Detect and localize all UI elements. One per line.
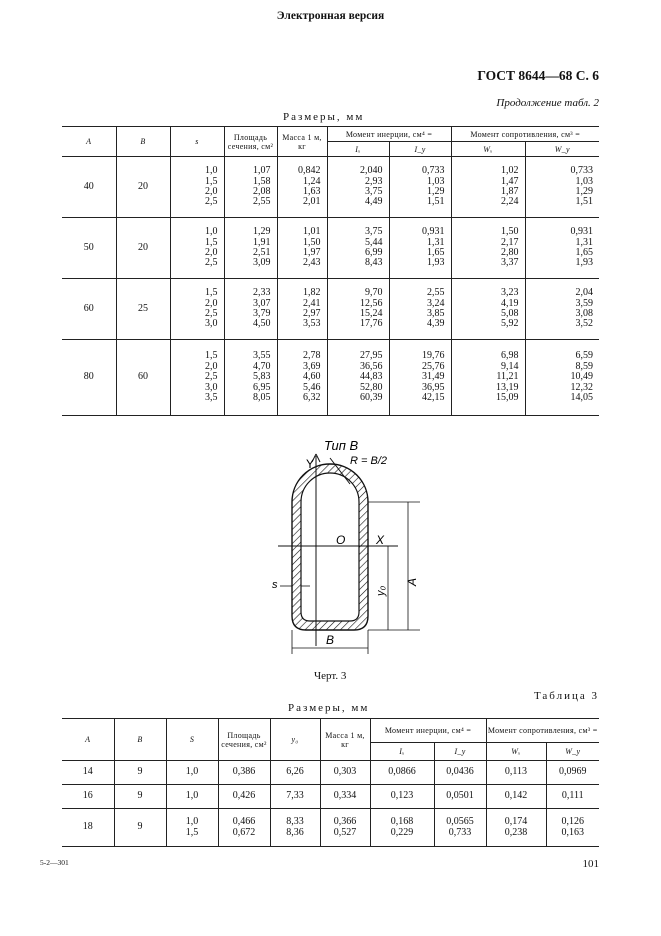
cell-wy bbox=[525, 157, 599, 218]
y0-label: y₀ bbox=[375, 585, 387, 596]
cell-wy-value: 0,931 bbox=[570, 226, 593, 238]
cell-wy-value: 6,59 bbox=[575, 350, 593, 362]
cell-wx-value: 4,19 bbox=[501, 297, 519, 309]
cell-area-value: 2,51 bbox=[253, 247, 271, 258]
cell-ix bbox=[327, 340, 389, 416]
cell-mass-value: 2,78 bbox=[303, 350, 321, 362]
cell-s-value: 2,0 bbox=[205, 360, 218, 372]
cell-mass-value: 0,303 bbox=[333, 766, 357, 778]
cell-wy bbox=[525, 340, 599, 416]
cell-wx-value: 1,50 bbox=[501, 226, 519, 238]
cell-wy-value: 8,59 bbox=[575, 360, 593, 372]
cell-ix-value: 2,040 bbox=[360, 165, 383, 177]
cell-wx bbox=[486, 809, 546, 847]
cell-area-value: 1,29 bbox=[253, 226, 271, 238]
cell-mass-value: 4,60 bbox=[303, 371, 321, 383]
cell-ix-value: 0,123 bbox=[390, 790, 414, 802]
cell-ix bbox=[327, 279, 389, 340]
cell-ix bbox=[370, 809, 434, 847]
cell-wx-value: 0,142 bbox=[504, 790, 528, 802]
cell-iy-value: 0,0501 bbox=[446, 790, 474, 802]
cell-iy-value: 0,931 bbox=[422, 226, 445, 238]
cell-mass-value: 2,97 bbox=[303, 308, 321, 319]
cell-area bbox=[224, 279, 277, 340]
standard-number: ГОСТ 8644—68 С. 6 bbox=[477, 68, 599, 83]
page-number: 101 bbox=[582, 858, 599, 870]
cell-mass-value: 1,63 bbox=[303, 186, 321, 197]
table-row bbox=[62, 785, 599, 809]
cell-s bbox=[166, 785, 218, 809]
cell-wy-value: 1,65 bbox=[575, 247, 593, 258]
cell-wy-value: 0,733 bbox=[570, 165, 593, 177]
t3-header-iy: I_y bbox=[434, 743, 486, 761]
cell-wx-value: 0,174 bbox=[504, 816, 528, 828]
cell-wx-value: 5,08 bbox=[501, 308, 519, 319]
cell-wx-value: 0,238 bbox=[504, 826, 528, 838]
table-row bbox=[62, 761, 599, 785]
drawing-caption: Черт. 3 bbox=[314, 670, 347, 682]
cell-ix bbox=[327, 218, 389, 279]
cell-iy-value: 19,76 bbox=[422, 350, 445, 362]
cell-area-value: 4,50 bbox=[253, 318, 271, 330]
cell-ix-value: 9,70 bbox=[365, 287, 383, 299]
cell-s-value: 2,5 bbox=[205, 371, 218, 383]
cell-mass-value: 3,53 bbox=[303, 318, 321, 330]
t3-header-wy: W_y bbox=[546, 743, 599, 761]
cell-mass bbox=[277, 279, 327, 340]
cell-iy-value: 42,15 bbox=[422, 392, 445, 404]
cell-iy bbox=[389, 157, 451, 218]
cell-iy bbox=[434, 809, 486, 847]
t3-header-area: Площадь сечения, см² bbox=[218, 719, 270, 761]
cell-wx-value: 11,21 bbox=[496, 371, 519, 383]
cell-ix-value: 6,99 bbox=[365, 247, 383, 258]
cell-mass bbox=[277, 218, 327, 279]
cell-wx-value: 1,02 bbox=[501, 165, 519, 177]
cell-a: 16 bbox=[82, 790, 93, 802]
header-a: A bbox=[86, 137, 92, 146]
cell-a: 60 bbox=[83, 302, 94, 314]
cell-s-value: 2,0 bbox=[205, 186, 218, 197]
cell-wx bbox=[451, 157, 525, 218]
cell-ix-value: 3,75 bbox=[365, 226, 383, 238]
header-ix: Iₓ bbox=[327, 142, 389, 157]
cell-wy-value: 2,04 bbox=[575, 287, 593, 299]
cell-ix bbox=[370, 785, 434, 809]
cell-area-value: 3,09 bbox=[253, 257, 271, 269]
t3-header-wx: Wₓ bbox=[486, 743, 546, 761]
cell-y0 bbox=[270, 785, 320, 809]
cell-area-value: 2,55 bbox=[253, 196, 271, 208]
cell-area-value: 1,58 bbox=[253, 175, 271, 187]
cell-mass bbox=[320, 785, 370, 809]
profile-wall bbox=[292, 464, 368, 630]
cell-ix-value: 44,83 bbox=[360, 371, 383, 383]
cell-area-value: 0,672 bbox=[232, 826, 256, 838]
cell-wx bbox=[451, 279, 525, 340]
cell-iy-value: 36,95 bbox=[422, 381, 445, 393]
cell-wx bbox=[486, 761, 546, 785]
cell-y0-value: 8,36 bbox=[286, 826, 304, 838]
cell-area bbox=[224, 340, 277, 416]
cell-wy-value: 0,163 bbox=[561, 826, 584, 838]
header-mass: Масса 1 м, кг bbox=[277, 127, 327, 157]
cell-area-value: 6,95 bbox=[253, 381, 271, 393]
cell-area bbox=[224, 218, 277, 279]
cell-iy bbox=[389, 218, 451, 279]
cell-s-value: 1,0 bbox=[185, 766, 199, 778]
t3-header-s: S bbox=[166, 719, 218, 761]
cell-s bbox=[166, 809, 218, 847]
cell-ix-value: 2,93 bbox=[365, 175, 383, 187]
cell-wy-value: 1,31 bbox=[575, 236, 593, 248]
cell-area-value: 4,70 bbox=[253, 360, 271, 372]
cell-b: 20 bbox=[116, 157, 170, 218]
cell-iy bbox=[389, 340, 451, 416]
cell-mass bbox=[320, 809, 370, 847]
cell-iy-value: 1,03 bbox=[427, 175, 445, 187]
cell-wy-value: 0,111 bbox=[561, 790, 584, 802]
table3-body bbox=[62, 761, 599, 847]
cell-mass bbox=[277, 340, 327, 416]
cell-iy-value: 2,55 bbox=[427, 287, 445, 299]
cell-wy-value: 1,93 bbox=[575, 257, 593, 269]
cell-ix-value: 15,24 bbox=[360, 308, 383, 319]
cell-wy-value: 3,08 bbox=[575, 308, 593, 319]
cell-mass-value: 3,69 bbox=[303, 360, 321, 372]
table-row bbox=[62, 340, 599, 416]
cell-mass-value: 1,24 bbox=[303, 175, 321, 187]
cell-mass bbox=[277, 157, 327, 218]
header-s: s bbox=[170, 127, 224, 157]
cell-y0 bbox=[270, 761, 320, 785]
cell-s-value: 1,0 bbox=[185, 816, 199, 828]
profile-drawing bbox=[258, 436, 428, 658]
cell-ix-value: 12,56 bbox=[360, 297, 383, 309]
header-wy: W_y bbox=[525, 142, 599, 157]
table-continuation-note: Продолжение табл. 2 bbox=[496, 97, 599, 109]
cell-wy-value: 14,05 bbox=[570, 392, 593, 404]
cell-wx-value: 2,24 bbox=[501, 196, 519, 208]
cell-wx-value: 2,17 bbox=[501, 236, 519, 248]
cell-wy bbox=[546, 809, 599, 847]
cell-iy-value: 3,24 bbox=[427, 297, 445, 309]
cell-ix-value: 52,80 bbox=[360, 381, 383, 393]
cell-ix-value: 27,95 bbox=[360, 350, 383, 362]
cell-ix-value: 3,75 bbox=[365, 186, 383, 197]
cell-iy-value: 1,31 bbox=[427, 236, 445, 248]
cell-s bbox=[166, 761, 218, 785]
cell-s-value: 2,0 bbox=[205, 297, 218, 309]
cell-s-value: 3,0 bbox=[205, 381, 218, 393]
cell-ix-value: 8,43 bbox=[365, 257, 383, 269]
cell-iy-value: 0,733 bbox=[448, 826, 472, 838]
cell-s-value: 2,5 bbox=[205, 257, 218, 269]
cell-wy bbox=[525, 279, 599, 340]
cell-wy-value: 0,0969 bbox=[559, 766, 587, 778]
cell-b: 25 bbox=[116, 279, 170, 340]
cell-iy bbox=[389, 279, 451, 340]
cell-wx-value: 5,92 bbox=[501, 318, 519, 330]
cell-iy-value: 4,39 bbox=[427, 318, 445, 330]
thickness-label: s bbox=[272, 579, 278, 591]
cell-ix-value: 0,168 bbox=[390, 816, 414, 828]
cell-mass-value: 0,527 bbox=[333, 826, 357, 838]
cell-iy-value: 1,51 bbox=[427, 196, 445, 208]
t3-header-mass: Масса 1 м, кг bbox=[320, 719, 370, 761]
header-moment-inertia: Момент инерции, см⁴ = bbox=[327, 127, 451, 142]
cell-ix-value: 0,0866 bbox=[388, 766, 416, 778]
cell-b: 60 bbox=[116, 340, 170, 416]
cell-wx-value: 3,37 bbox=[501, 257, 519, 269]
table-row bbox=[62, 218, 599, 279]
cell-wy bbox=[546, 761, 599, 785]
header-moment-resistance: Момент сопротивления, см³ = bbox=[451, 127, 599, 142]
cell-ix-value: 17,76 bbox=[360, 318, 383, 330]
cell-wy-value: 3,52 bbox=[575, 318, 593, 330]
cell-wx bbox=[451, 340, 525, 416]
header-b: B bbox=[116, 127, 170, 157]
cell-area-value: 0,466 bbox=[232, 816, 256, 828]
cell-iy-value: 0,733 bbox=[422, 165, 445, 177]
cell-b: 20 bbox=[116, 218, 170, 279]
cell-mass-value: 0,366 bbox=[333, 816, 357, 828]
t3-header-y0: y₀ bbox=[270, 719, 320, 761]
cell-wy-value: 0,126 bbox=[561, 816, 584, 828]
dimensions-table-2 bbox=[62, 126, 599, 416]
cell-mass-value: 1,01 bbox=[303, 226, 321, 238]
cell-s-value: 1,0 bbox=[205, 226, 218, 238]
cell-s-value: 1,5 bbox=[205, 236, 218, 248]
cell-a: 14 bbox=[82, 766, 93, 778]
height-label: A bbox=[405, 577, 419, 586]
cell-s-value: 2,0 bbox=[205, 247, 218, 258]
cell-s bbox=[170, 157, 224, 218]
cell-area-value: 0,386 bbox=[232, 766, 256, 778]
cell-y0 bbox=[270, 809, 320, 847]
cell-a: 80 bbox=[83, 371, 94, 383]
cell-s-value: 1,5 bbox=[205, 175, 218, 187]
cell-area-value: 2,08 bbox=[253, 186, 271, 197]
cell-wy-value: 1,03 bbox=[575, 175, 593, 187]
cell-s-value: 2,5 bbox=[205, 196, 218, 208]
cell-mass-value: 0,842 bbox=[298, 165, 321, 177]
cell-area-value: 0,426 bbox=[232, 790, 256, 802]
cell-area-value: 3,79 bbox=[253, 308, 271, 319]
cell-wx-value: 0,113 bbox=[504, 766, 528, 778]
table2-caption: Размеры, мм bbox=[283, 111, 365, 123]
header-iy: I_y bbox=[389, 142, 451, 157]
cell-area bbox=[224, 157, 277, 218]
cell-wx-value: 1,47 bbox=[501, 175, 519, 187]
cell-s-value: 3,0 bbox=[205, 318, 218, 330]
table3-caption: Размеры, мм bbox=[288, 702, 370, 714]
width-label: B bbox=[326, 633, 335, 647]
cell-s bbox=[170, 218, 224, 279]
table3-title: Таблица 3 bbox=[533, 690, 599, 702]
cell-wy-value: 12,32 bbox=[570, 381, 593, 393]
cell-iy-value: 1,29 bbox=[427, 186, 445, 197]
cell-iy-value: 25,76 bbox=[422, 360, 445, 372]
cell-ix-value: 0,229 bbox=[390, 826, 414, 838]
cell-a: 18 bbox=[82, 821, 93, 833]
cell-wy-value: 1,29 bbox=[575, 186, 593, 197]
cell-y0-value: 6,26 bbox=[286, 766, 304, 778]
cell-area bbox=[218, 761, 270, 785]
cell-iy-value: 1,93 bbox=[427, 257, 445, 269]
header-area: Площадь сечения, см² bbox=[224, 127, 277, 157]
cell-s-value: 1,0 bbox=[185, 790, 199, 802]
cell-iy-value: 3,85 bbox=[427, 308, 445, 319]
header-wx: Wₓ bbox=[451, 142, 525, 157]
cell-wx-value: 6,98 bbox=[501, 350, 519, 362]
cell-area-value: 1,07 bbox=[253, 165, 271, 177]
cell-s-value: 1,5 bbox=[185, 826, 199, 838]
table-row bbox=[62, 157, 599, 218]
cell-a: 50 bbox=[83, 241, 94, 253]
cell-wx-value: 13,19 bbox=[496, 381, 519, 393]
cell-s-value: 3,5 bbox=[205, 392, 218, 404]
cell-ix-value: 4,49 bbox=[365, 196, 383, 208]
cell-wx-value: 9,14 bbox=[501, 360, 519, 372]
cell-ix bbox=[370, 761, 434, 785]
cell-wx bbox=[486, 785, 546, 809]
t3-header-a: A bbox=[85, 735, 91, 744]
cell-area bbox=[218, 785, 270, 809]
cell-y0-value: 7,33 bbox=[286, 790, 304, 802]
cell-s-value: 1,0 bbox=[205, 165, 218, 177]
cell-ix-value: 5,44 bbox=[365, 236, 383, 248]
cell-iy bbox=[434, 785, 486, 809]
cell-s bbox=[170, 279, 224, 340]
table-row bbox=[62, 279, 599, 340]
cell-area-value: 3,07 bbox=[253, 297, 271, 309]
cell-wy bbox=[525, 218, 599, 279]
print-code: 5-2—301 bbox=[40, 858, 69, 867]
cell-mass-value: 1,97 bbox=[303, 247, 321, 258]
cell-wx-value: 1,87 bbox=[501, 186, 519, 197]
cell-wy-value: 10,49 bbox=[570, 371, 593, 383]
cell-iy bbox=[434, 761, 486, 785]
cell-area-value: 2,33 bbox=[253, 287, 271, 299]
cell-b: 9 bbox=[114, 809, 166, 847]
cell-ix bbox=[327, 157, 389, 218]
cell-b: 9 bbox=[114, 785, 166, 809]
type-label: Тип В bbox=[324, 438, 359, 453]
cell-s bbox=[170, 340, 224, 416]
radius-label: R = B/2 bbox=[350, 455, 387, 467]
cell-s-value: 1,5 bbox=[205, 287, 218, 299]
t3-header-moment-inertia: Момент инерции, см⁴ = bbox=[370, 719, 486, 743]
table2-body bbox=[62, 157, 599, 416]
cell-a: 40 bbox=[83, 180, 94, 192]
cell-mass-value: 5,46 bbox=[303, 381, 321, 393]
cell-mass-value: 1,50 bbox=[303, 236, 321, 248]
cell-wy-value: 3,59 bbox=[575, 297, 593, 309]
origin-label: O bbox=[336, 533, 346, 547]
t3-header-moment-resistance: Момент сопротивления, см³ = bbox=[486, 719, 599, 743]
cell-area-value: 1,91 bbox=[253, 236, 271, 248]
cell-ix-value: 36,56 bbox=[360, 360, 383, 372]
cell-ix-value: 60,39 bbox=[360, 392, 383, 404]
cell-mass-value: 2,43 bbox=[303, 257, 321, 269]
cell-iy-value: 0,0436 bbox=[446, 766, 474, 778]
cell-mass-value: 2,41 bbox=[303, 297, 321, 309]
cell-iy-value: 31,49 bbox=[422, 371, 445, 383]
cell-s-value: 2,5 bbox=[205, 308, 218, 319]
cell-wx bbox=[451, 218, 525, 279]
table-row bbox=[62, 809, 599, 847]
dimensions-table-3 bbox=[62, 718, 599, 847]
cell-area-value: 3,55 bbox=[253, 350, 271, 362]
cell-mass-value: 2,01 bbox=[303, 196, 321, 208]
cell-mass bbox=[320, 761, 370, 785]
cell-area-value: 8,05 bbox=[253, 392, 271, 404]
cell-iy-value: 0,0565 bbox=[446, 816, 474, 828]
cell-wx-value: 15,09 bbox=[496, 392, 519, 404]
cell-s-value: 1,5 bbox=[205, 350, 218, 362]
cell-area-value: 5,83 bbox=[253, 371, 271, 383]
cell-wx-value: 2,80 bbox=[501, 247, 519, 258]
cell-wy bbox=[546, 785, 599, 809]
t3-header-b: B bbox=[114, 719, 166, 761]
electronic-version-header: Электронная версия bbox=[276, 10, 385, 22]
cell-mass-value: 6,32 bbox=[303, 392, 321, 404]
cell-wx-value: 3,23 bbox=[501, 287, 519, 299]
cell-mass-value: 0,334 bbox=[333, 790, 357, 802]
cell-mass-value: 1,82 bbox=[303, 287, 321, 299]
x-label: X bbox=[376, 533, 385, 547]
cell-b: 9 bbox=[114, 761, 166, 785]
y-label: Y bbox=[305, 457, 314, 471]
t3-header-ix: Iₓ bbox=[370, 743, 434, 761]
cell-iy-value: 1,65 bbox=[427, 247, 445, 258]
cell-wy-value: 1,51 bbox=[575, 196, 593, 208]
cell-y0-value: 8,33 bbox=[286, 816, 304, 828]
cell-area bbox=[218, 809, 270, 847]
